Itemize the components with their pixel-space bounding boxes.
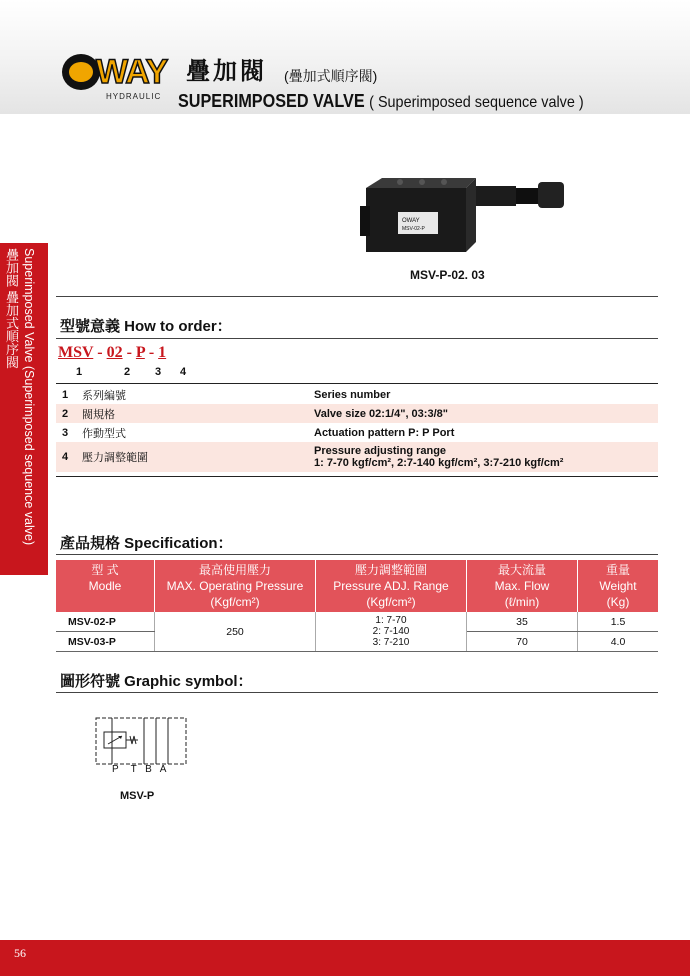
- divider: [56, 383, 658, 384]
- divider: [56, 692, 658, 693]
- logo-text: WAY: [96, 53, 168, 91]
- how-to-order-title: 型號意義 How to order：: [60, 318, 232, 335]
- table-header-row: 型 式 Modle 最高使用壓力 MAX. Operating Pressure (Kgf/cm²) 壓力調整範圍 Pressure ADJ. Range (Kgf/cm²) 最大流量 Max. Flow (ℓ/min) 重量 Weight (Kg): [56, 560, 658, 612]
- page-title-en: SUPERIMPOSED VALVE ( Superimposed sequence valve ): [178, 91, 584, 111]
- order-code-part-4: 1: [158, 344, 167, 361]
- order-number-2: 2: [124, 366, 131, 378]
- page-number: 56: [14, 946, 26, 960]
- divider: [56, 476, 658, 477]
- specification-title: 產品規格 Specification：: [60, 535, 233, 552]
- logo-o-mark: [62, 54, 100, 90]
- order-number-4: 4: [180, 366, 187, 378]
- oway-logo: [62, 52, 180, 106]
- table-row: 3 作動型式 Actuation pattern P: P Port: [62, 426, 455, 440]
- product-caption: MSV-P-02. 03: [410, 268, 485, 282]
- table-row: 2 閥規格 Valve size 02:1/4", 03:3/8": [56, 404, 658, 423]
- side-tab-label-en: Superimposed Valve (Superimposed sequence valve): [22, 248, 36, 546]
- side-tab-label-cn: 疊加閥 疊加式順序閥: [4, 248, 19, 369]
- graphic-port-labels: P T B A: [112, 764, 168, 775]
- page-title-cn: 疊加閥: [186, 58, 267, 85]
- table-row: 1 系列編號 Series number: [62, 388, 391, 402]
- table-row: MSV-02-P 250 1: 7-70 2: 7-140 3: 7-210 35 1.5: [56, 612, 658, 632]
- page-subtitle-cn: (疊加式順序閥): [284, 68, 378, 84]
- page-footer: [0, 940, 690, 976]
- table-row: 4 壓力調整範圍 Pressure adjusting range 1: 7-70 kgf/cm², 2:7-140 kgf/cm², 3:7-210 kgf/cm²: [56, 442, 658, 472]
- product-label: MSV-02-P: [402, 226, 425, 232]
- product-photo: [360, 176, 570, 256]
- order-number-1: 1: [76, 366, 83, 378]
- order-number-3: 3: [155, 366, 162, 378]
- order-code: MSV - 02 - P - 1: [58, 344, 167, 361]
- order-code-part-3: P: [135, 344, 145, 361]
- divider: [56, 296, 658, 297]
- svg-text:OWAY: OWAY: [402, 218, 420, 224]
- graphic-caption: MSV-P: [120, 790, 155, 802]
- table-row: MSV-03-P 70 4.0: [56, 632, 658, 652]
- specification-table: [56, 560, 658, 652]
- page-subtitle-en: ( Superimposed sequence valve ): [369, 94, 584, 111]
- order-table: [56, 385, 658, 472]
- divider: [56, 338, 658, 339]
- logo-subtitle: HYDRAULIC: [106, 92, 162, 101]
- graphic-symbol-title: 圖形符號 Graphic symbol：: [60, 673, 253, 690]
- divider: [56, 554, 658, 555]
- order-code-part-2: 02: [106, 344, 123, 361]
- order-code-part-1: MSV: [58, 344, 94, 361]
